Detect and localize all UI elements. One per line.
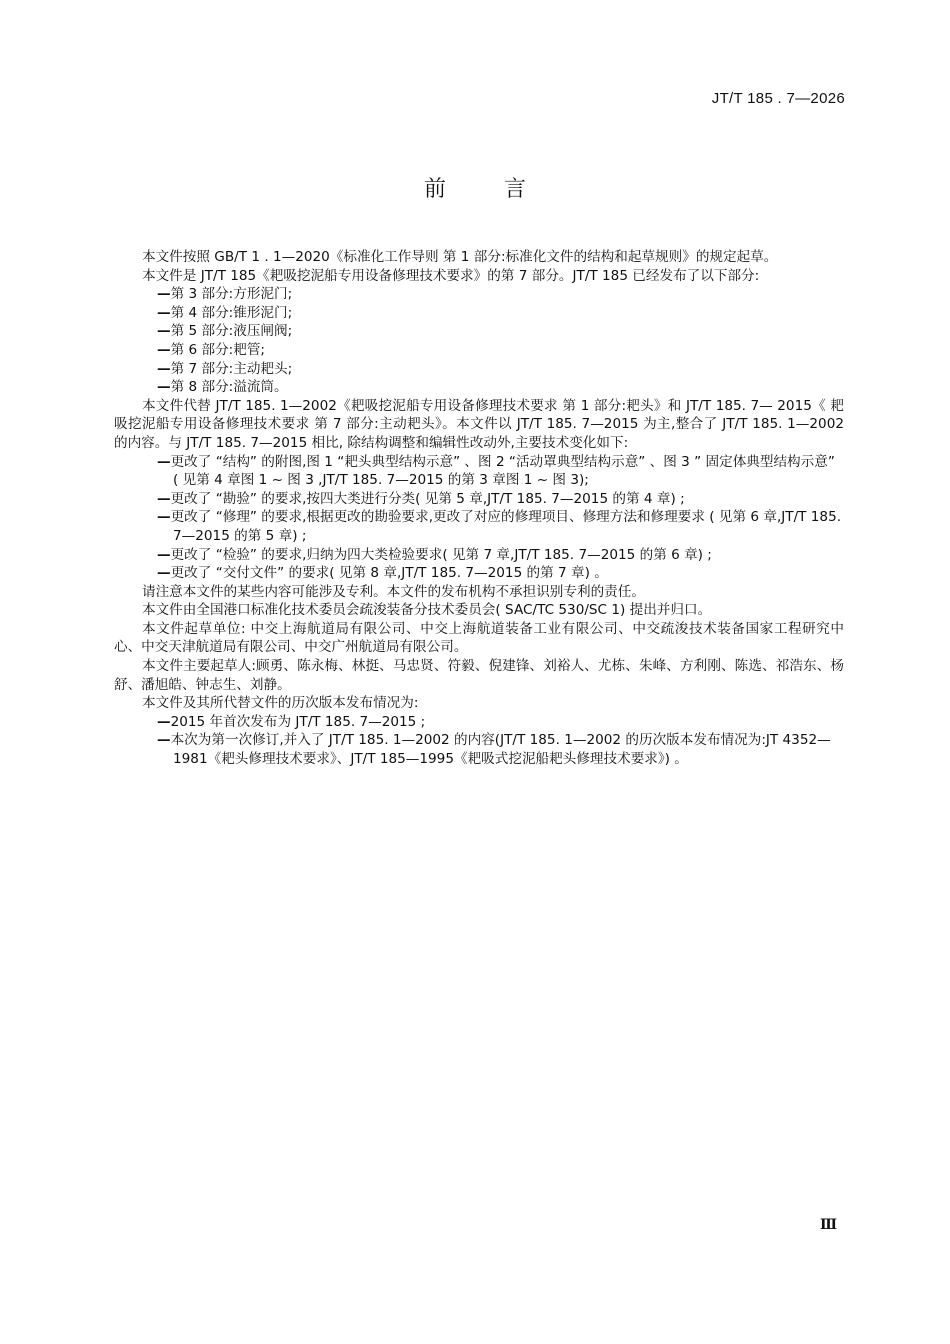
paragraph-replacement: 本文件代替 JT/T 185. 1—2002《耙吸挖泥船专用设备修理技术要求 第 1 部分:耙头》和 JT/T 185. 7— 2015《 耙吸挖泥船专用设备修理技术要求 第 7 部分:主动耙头》。本文件以 JT/T 185. 7—2015 为主,整合了 JT/T 185. 1—2002 的内容。与 JT/T 185. 7—2015 相比, 除结构调整和编辑性改动外,主要技术变化如下: xyxy=(114,397,844,451)
paragraph-proposer: 本文件由全国港口标准化技术委员会疏浚装备分技术委员会( SAC/TC 530/SC 1) 提出并归口。 xyxy=(142,602,712,619)
list-item-part: — 第 6 部分:耙管; xyxy=(157,341,844,360)
paragraph-drafting-rules: 本文件按照 GB/T 1 . 1—2020《标准化工作导则 第 1 部分:标准化文件的结构和起草规则》的规定起草。 xyxy=(142,249,778,265)
list-item-history: — 2015 年首次发布为 JT/T 185. 7—2015 ; xyxy=(157,713,844,732)
title-char-2: 言 xyxy=(504,177,527,202)
list-item-part: — 第 3 部分:方形泥门; xyxy=(157,285,844,304)
paragraph-history-intro: 本文件及其所代替文件的历次版本发布情况为: xyxy=(142,695,419,712)
list-item-part: — 第 4 部分:锥形泥门; xyxy=(157,304,844,323)
list-item-change: — 更改了 “勘验” 的要求,按四大类进行分类( 见第 5 章,JT/T 185. 7—2015 的第 4 章) ; xyxy=(157,490,844,509)
list-item-part: — 第 5 部分:液压闸阀; xyxy=(157,322,844,341)
page-title xyxy=(0,172,950,203)
paragraph-drafters: 本文件主要起草人:顾勇、陈永梅、林挺、马忠贤、符毅、倪建锋、刘裕人、尤栋、朱峰、方利刚、陈选、祁浩东、杨舒、潘旭皓、钟志生、刘静。 xyxy=(114,658,844,693)
list-item-history: — 本次为第一次修订,并入了 JT/T 185. 1—2002 的内容(JT/T 185. 1—2002 的历次版本发布情况为:JT 4352—1981《耙头修理技术要求》、JT/T 185—1995《耙吸式挖泥船耙头修理技术要求》) 。 xyxy=(157,731,844,768)
paragraph-patent-notice: 请注意本文件的某些内容可能涉及专利。本文件的发布机构不承担识别专利的责任。 xyxy=(142,583,645,600)
list-item-change: — 更改了 “结构” 的附图,图 1 “耙头典型结构示意” 、图 2 “活动罩典型结构示意” 、图 3 ” 固定体典型结构示意” ( 见第 4 章图 1 ~ 图 3 ,JT/T 185. 7—2015 的第 3 章图 1 ~ 图 3); xyxy=(157,453,844,490)
page-number: Ⅲ xyxy=(820,1217,838,1233)
list-item-change: — 更改了 “检验” 的要求,归纳为四大类检验要求( 见第 7 章,JT/T 185. 7—2015 的第 6 章) ; xyxy=(157,546,844,565)
list-item-change: — 更改了 “修理” 的要求,根据更改的勘验要求,更改了对应的修理项目、修理方法和修理要求 ( 见第 6 章,JT/T 185. 7—2015 的第 5 章) ; xyxy=(157,508,844,545)
foreword-body xyxy=(114,248,844,769)
paragraph-part-info: 本文件是 JT/T 185《耙吸挖泥船专用设备修理技术要求》的第 7 部分。JT/T 185 已经发布了以下部分: xyxy=(142,267,760,284)
list-item-part: — 第 8 部分:溢流筒。 xyxy=(157,378,844,397)
list-item-part: — 第 7 部分:主动耙头; xyxy=(157,360,844,379)
paragraph-drafting-units: 本文件起草单位: 中交上海航道局有限公司、中交上海航道装备工业有限公司、中交疏浚技术装备国家工程研究中心、中交天津航道局有限公司、中交广州航道局有限公司。 xyxy=(114,620,844,656)
title-char-1: 前 xyxy=(423,177,446,202)
document-code: JT/T 185 . 7—2026 xyxy=(711,90,845,107)
list-item-change: — 更改了 “交付文件” 的要求( 见第 8 章,JT/T 185. 7—2015 的第 7 章) 。 xyxy=(157,564,844,583)
